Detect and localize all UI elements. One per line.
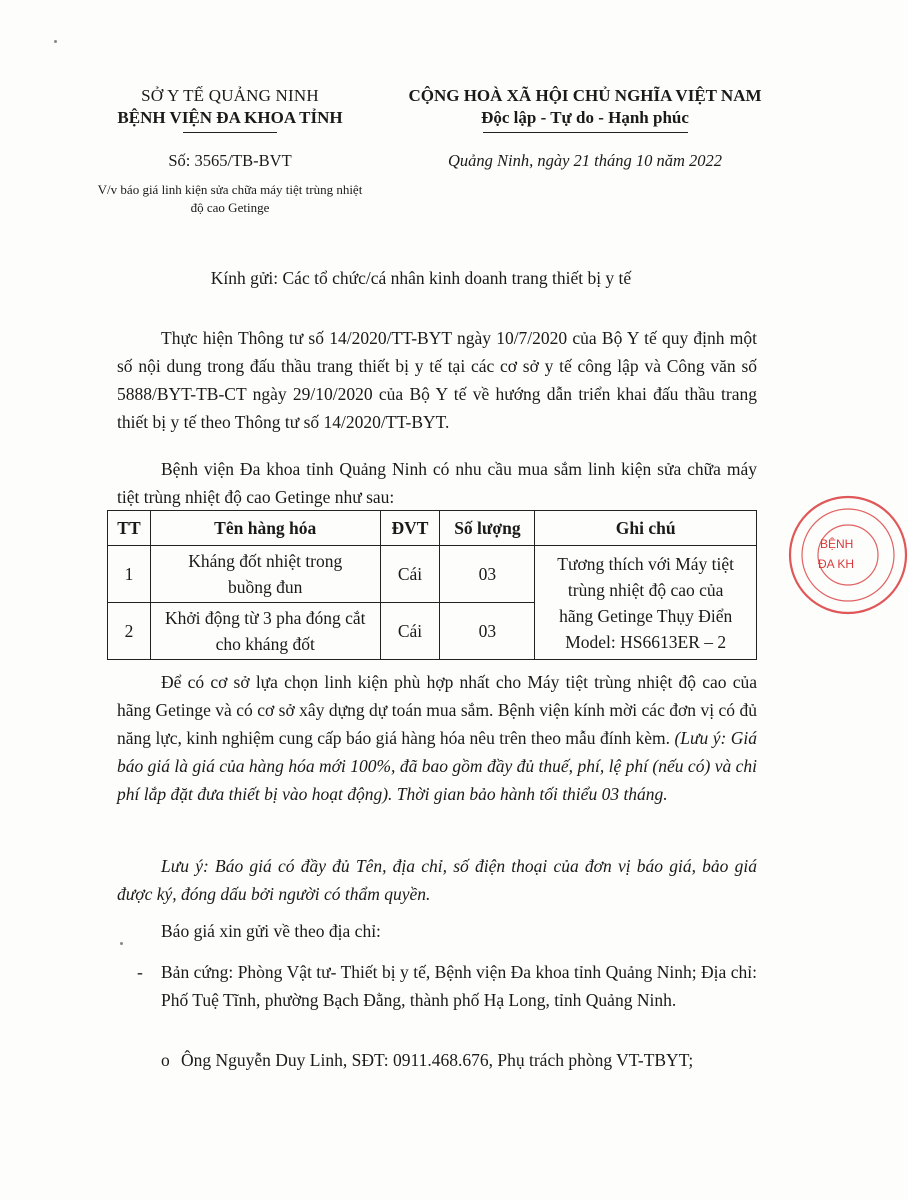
col-header-note: Ghi chú — [535, 511, 757, 546]
invitation-note: (Lưu ý: Giá báo giá là giá của hàng hóa mới 100%, đã bao gồm đầy đủ thuế, phí, lệ phí (nếu có) và chi phí lắp đặt đưa thiết bị vào hoạt động). Thời gian bảo hành tối thiểu 03 tháng. — [117, 728, 757, 804]
row-name-line-2: cho kháng đốt — [215, 634, 315, 654]
row-name-line-1: Khởi động từ 3 pha đóng cắt — [164, 608, 366, 628]
paragraph-address-intro: Báo giá xin gửi về theo địa chỉ: — [161, 921, 381, 941]
national-header — [380, 86, 790, 171]
recipient-line: Kính gửi: Các tổ chức/cá nhân kinh doanh trang thiết bị y tế — [210, 268, 632, 288]
hospital-name: BỆNH VIỆN ĐA KHOA TỈNH — [117, 108, 343, 127]
address-text-wrap — [117, 958, 757, 1014]
note-line-3: hãng Getinge Thụy Điển — [559, 605, 733, 626]
paragraph-quote-requirements: Lưu ý: Báo giá có đầy đủ Tên, địa chỉ, số điện thoại của đơn vị báo giá, bảo giá được ký, đóng dấu bởi người có thẩm quyền. — [117, 856, 757, 904]
subject-line-1: V/v báo giá linh kiện sửa chữa máy tiệt trùng nhiệt — [97, 182, 363, 197]
paragraph-legal-basis: Thực hiện Thông tư số 14/2020/TT-BYT ngày 10/7/2020 của Bộ Y tế quy định một số nội dung trong đấu thầu trang thiết bị y tế tại các cơ sở y tế công lập và Công văn số 5888/BYT-TB-CT ngày 29/10/2020 của Bộ Y tế về hướng dẫn triển khai đấu thầu trang thiết bị y tế theo Thông tư số 14/2020/TT-BYT. — [117, 328, 757, 432]
note-line-4: Model: HS6613ER – 2 — [565, 631, 727, 652]
row-name — [150, 603, 380, 660]
row-note — [535, 546, 757, 660]
document-date: Quảng Ninh, ngày 21 tháng 10 năm 2022 — [447, 151, 723, 170]
hospital-seal — [778, 490, 908, 620]
document-number: Số: 3565/TB-BVT — [168, 151, 292, 170]
items-table — [107, 510, 757, 660]
invitation-text: Để có cơ sở lựa chọn linh kiện phù hợp nhất cho Máy tiệt trùng nhiệt độ cao của hãng Getinge và có cơ sở xây dựng dự toán mua sắm. Bệnh viện kính mời các đơn vị có đủ năng lực, kinh nghiệm cung cấp báo giá hàng hóa nêu trên theo mẫu đính kèm. — [117, 672, 757, 748]
agency-name: SỞ Y TẾ QUẢNG NINH — [141, 86, 319, 105]
seal-text-1: BỆNH — [820, 537, 854, 551]
row-unit: Cái — [380, 546, 440, 603]
address-bullet — [117, 958, 757, 1014]
table-header-row — [108, 511, 757, 546]
issuer-block — [80, 86, 380, 217]
row-name-line-2: buồng đun — [228, 577, 303, 597]
contact-text: Ông Nguyễn Duy Linh, SĐT: 0911.468.676, Phụ trách phòng VT-TBYT; — [181, 1050, 694, 1070]
scan-speck — [54, 40, 57, 43]
issuer-underline — [183, 132, 277, 133]
table-row — [108, 546, 757, 603]
col-header-unit: ĐVT — [380, 511, 440, 546]
note-line-1: Tương thích với Máy tiệt — [557, 553, 735, 574]
col-header-qty: Số lượng — [440, 511, 535, 546]
paragraph-invitation — [117, 668, 757, 808]
row-name — [150, 546, 380, 603]
row-unit: Cái — [380, 603, 440, 660]
contact-subbullet — [117, 1046, 757, 1074]
seal-text-2: ĐA KH — [818, 557, 855, 571]
row-tt: 2 — [108, 603, 151, 660]
motto-underline — [483, 132, 688, 133]
scan-speck — [120, 942, 123, 945]
row-name-line-1: Kháng đốt nhiệt trong — [188, 551, 343, 571]
note-line-2: trùng nhiệt độ cao của — [567, 579, 724, 600]
national-motto: Độc lập - Tự do - Hạnh phúc — [481, 108, 689, 127]
row-qty: 03 — [440, 603, 535, 660]
document-subject — [80, 181, 380, 217]
paragraph-need: Bệnh viện Đa khoa tỉnh Quảng Ninh có nhu cầu mua sắm linh kiện sửa chữa máy tiệt trùng nhiệt độ cao Getinge như sau: — [117, 459, 757, 507]
row-tt: 1 — [108, 546, 151, 603]
col-header-tt: TT — [108, 511, 151, 546]
row-qty: 03 — [440, 546, 535, 603]
subject-line-2: độ cao Getinge — [190, 200, 270, 215]
nation-title: CỘNG HOÀ XÃ HỘI CHỦ NGHĨA VIỆT NAM — [408, 86, 762, 105]
col-header-name: Tên hàng hóa — [150, 511, 380, 546]
address-text: Bản cứng: Phòng Vật tư- Thiết bị y tế, Bệnh viện Đa khoa tỉnh Quảng Ninh; Địa chỉ: Phố Tuệ Tĩnh, phường Bạch Đằng, thành phố Hạ Long, tỉnh Quảng Ninh. — [161, 962, 757, 1010]
bullet-dash: - — [137, 962, 143, 982]
subbullet-marker: o — [161, 1050, 170, 1070]
